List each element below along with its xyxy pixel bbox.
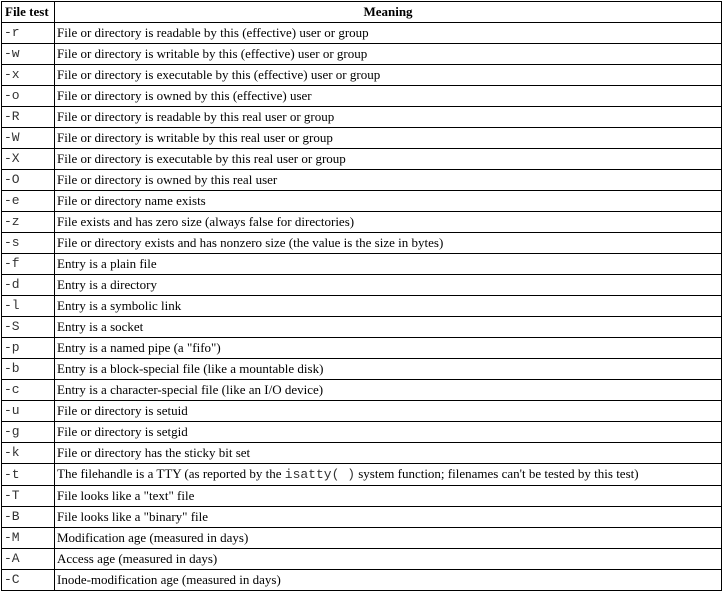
table-row bbox=[2, 65, 722, 86]
file-test-meaning: File or directory is executable by this real user or group bbox=[55, 149, 722, 170]
file-test-meaning: File or directory exists and has nonzero size (the value is the size in bytes) bbox=[55, 233, 722, 254]
file-test-code: -A bbox=[2, 549, 55, 570]
file-test-meaning: Entry is a directory bbox=[55, 275, 722, 296]
file-test-code: -O bbox=[2, 170, 55, 191]
table-row bbox=[2, 44, 722, 65]
table-row bbox=[2, 107, 722, 128]
meaning-text: The filehandle is a TTY (as reported by the bbox=[57, 466, 282, 481]
file-test-meaning: File or directory is setgid bbox=[55, 422, 722, 443]
file-test-code: -T bbox=[2, 486, 55, 507]
file-test-code: -c bbox=[2, 380, 55, 401]
file-test-meaning: File or directory is readable by this (effective) user or group bbox=[55, 23, 722, 44]
table-header-row bbox=[2, 2, 722, 23]
table-row bbox=[2, 170, 722, 191]
column-header-file-test: File test bbox=[2, 2, 55, 23]
file-test-code: -k bbox=[2, 443, 55, 464]
file-test-meaning: File or directory is owned by this (effective) user bbox=[55, 86, 722, 107]
table-row bbox=[2, 191, 722, 212]
file-test-meaning: Inode-modification age (measured in days) bbox=[55, 570, 722, 591]
file-test-code: -g bbox=[2, 422, 55, 443]
table-row bbox=[2, 486, 722, 507]
table-row bbox=[2, 443, 722, 464]
file-test-code: -C bbox=[2, 570, 55, 591]
table-row bbox=[2, 464, 722, 486]
file-test-code: -r bbox=[2, 23, 55, 44]
table-row bbox=[2, 212, 722, 233]
table-row bbox=[2, 380, 722, 401]
file-test-meaning: Entry is a symbolic link bbox=[55, 296, 722, 317]
file-test-meaning: File or directory is readable by this real user or group bbox=[55, 107, 722, 128]
meaning-text: system function; filenames can't be tested by this test) bbox=[358, 466, 639, 481]
file-test-meaning: Access age (measured in days) bbox=[55, 549, 722, 570]
file-test-meaning: Entry is a block-special file (like a mountable disk) bbox=[55, 359, 722, 380]
file-test-code: -w bbox=[2, 44, 55, 65]
table-row bbox=[2, 359, 722, 380]
file-test-meaning: File looks like a "binary" file bbox=[55, 507, 722, 528]
file-test-meaning: Entry is a socket bbox=[55, 317, 722, 338]
table-row bbox=[2, 317, 722, 338]
file-test-code: -x bbox=[2, 65, 55, 86]
file-test-code: -W bbox=[2, 128, 55, 149]
file-test-code: -u bbox=[2, 401, 55, 422]
table-row bbox=[2, 254, 722, 275]
table-row bbox=[2, 422, 722, 443]
table-row bbox=[2, 401, 722, 422]
file-test-meaning: File or directory has the sticky bit set bbox=[55, 443, 722, 464]
column-header-meaning: Meaning bbox=[55, 2, 722, 23]
file-test-code: -R bbox=[2, 107, 55, 128]
file-test-meaning: Entry is a named pipe (a "fifo") bbox=[55, 338, 722, 359]
file-test-code: -X bbox=[2, 149, 55, 170]
table-row bbox=[2, 296, 722, 317]
file-test-code: -S bbox=[2, 317, 55, 338]
file-test-meaning: File looks like a "text" file bbox=[55, 486, 722, 507]
file-test-meaning: File exists and has zero size (always false for directories) bbox=[55, 212, 722, 233]
file-test-meaning: File or directory is setuid bbox=[55, 401, 722, 422]
file-test-code: -e bbox=[2, 191, 55, 212]
table-row bbox=[2, 233, 722, 254]
file-test-table bbox=[1, 1, 722, 591]
file-test-code: -d bbox=[2, 275, 55, 296]
file-test-code: -l bbox=[2, 296, 55, 317]
file-test-meaning: Entry is a plain file bbox=[55, 254, 722, 275]
table-row bbox=[2, 86, 722, 107]
file-test-code: -s bbox=[2, 233, 55, 254]
table-row bbox=[2, 570, 722, 591]
file-test-meaning: File or directory is executable by this (effective) user or group bbox=[55, 65, 722, 86]
file-test-code: -B bbox=[2, 507, 55, 528]
table-row bbox=[2, 338, 722, 359]
table-row bbox=[2, 549, 722, 570]
file-test-code: -z bbox=[2, 212, 55, 233]
file-test-meaning: File or directory is owned by this real user bbox=[55, 170, 722, 191]
file-test-code: -b bbox=[2, 359, 55, 380]
file-test-meaning: File or directory name exists bbox=[55, 191, 722, 212]
table-row bbox=[2, 507, 722, 528]
file-test-meaning: File or directory is writable by this (effective) user or group bbox=[55, 44, 722, 65]
table-row bbox=[2, 275, 722, 296]
file-test-meaning: File or directory is writable by this real user or group bbox=[55, 128, 722, 149]
file-test-meaning: Entry is a character-special file (like an I/O device) bbox=[55, 380, 722, 401]
file-test-code: -f bbox=[2, 254, 55, 275]
isatty-code: isatty( ) bbox=[284, 467, 355, 482]
table-row bbox=[2, 528, 722, 549]
file-test-code: -o bbox=[2, 86, 55, 107]
file-test-code: -M bbox=[2, 528, 55, 549]
table-row bbox=[2, 128, 722, 149]
file-test-meaning: Modification age (measured in days) bbox=[55, 528, 722, 549]
file-test-meaning bbox=[55, 464, 722, 486]
file-test-code: -t bbox=[2, 464, 55, 486]
table-row bbox=[2, 149, 722, 170]
table-row bbox=[2, 23, 722, 44]
file-test-code: -p bbox=[2, 338, 55, 359]
